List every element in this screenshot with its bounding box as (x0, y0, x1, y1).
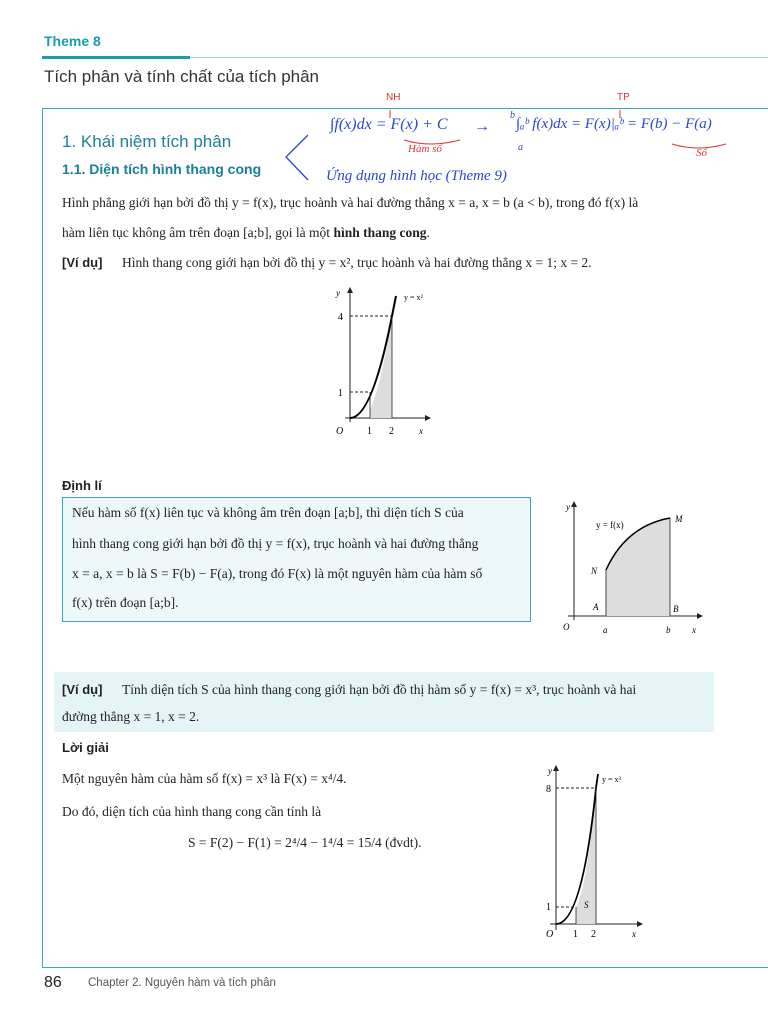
page-number: 86 (44, 974, 62, 991)
graph2-tick-b: b (666, 625, 671, 635)
annotation-lower-a: a (518, 142, 523, 153)
graph2-curve-label: y = f(x) (596, 520, 624, 530)
graph-x-squared (330, 282, 440, 442)
annotation-antiderivative: ∫f(x)dx = F(x) + C (330, 116, 448, 133)
graph1-origin: O (336, 426, 344, 437)
graph1-x-label: x (419, 426, 423, 436)
graph2-x-label: x (692, 625, 696, 635)
theorem-line-1: Nếu hàm số f(x) liên tục và không âm trên đoạn [a;b], thì diện tích S của (72, 505, 464, 520)
section-heading: 1. Khái niệm tích phân (62, 132, 232, 151)
example2-line-2: đường thẳng x = 1, x = 2. (62, 709, 200, 724)
graph3-tick-x1: 1 (573, 929, 578, 940)
graph-x-cubed (540, 762, 650, 942)
graph2-point-n: N (591, 566, 598, 576)
graph1-tick-x2: 2 (389, 426, 394, 437)
intro-line-2: hàm liên tục không âm trên đoạn [a;b], gọi là một hình thang cong. (62, 225, 430, 240)
graph3-tick-x2: 2 (591, 929, 596, 940)
header-divider (190, 57, 768, 58)
intro-line-1: Hình phẳng giới hạn bởi đồ thị y = f(x), trục hoành và hai đường thẳng x = a, x = b (a < b), trong đó f(x) là (62, 195, 639, 210)
example2-line-1: Tính diện tích S của hình thang cong giới hạn bởi đồ thị hàm số y = f(x) = x³, trục hoành và hai (122, 682, 637, 697)
graph1-tick-x1: 1 (367, 426, 372, 437)
graph3-y-label: y (548, 766, 552, 776)
annotation-definite: ∫ₐᵇ f(x)dx = F(x)|ₐᵇ = F(b) − F(a) (516, 116, 712, 132)
solution-label: Lời giải (62, 740, 109, 755)
example2-label: [Ví dụ] (62, 682, 103, 697)
graph2-point-a: A (593, 602, 599, 612)
theme-bar (42, 56, 190, 59)
theme-label: Theme 8 (44, 33, 101, 49)
solution-line-2: Do đó, diện tích của hình thang cong cần tính là (62, 804, 322, 819)
graph2-tick-a: a (603, 625, 608, 635)
section-subheading: 1.1. Diện tích hình thang cong (62, 161, 262, 177)
solution-line-1: Một nguyên hàm của hàm số f(x) = x³ là F(x) = x⁴/4. (62, 771, 347, 786)
annotation-upper-b: b (510, 110, 515, 121)
graph1-tick-1: 1 (338, 388, 343, 399)
annotation-so: Số (696, 147, 707, 159)
annotation-ham-so: Hàm số (408, 143, 442, 155)
graph3-area-s: S (584, 900, 589, 910)
graph1-curve-label: y = x² (404, 293, 423, 302)
graph3-tick-1: 1 (546, 902, 551, 913)
graph3-x-label: x (632, 929, 636, 939)
graph3-curve-label: y = x³ (602, 775, 621, 784)
annotation-tp: TP (617, 92, 630, 103)
chapter-footer: Chapter 2. Nguyên hàm và tích phân (88, 977, 276, 989)
graph1-y-label: y (336, 288, 340, 298)
graph-general-f (560, 498, 710, 638)
term-hinh-thang-cong: hình thang cong (333, 225, 427, 240)
page-title: Tích phân và tính chất của tích phân (44, 67, 320, 86)
graph2-point-b: B (673, 604, 679, 614)
graph2-point-m: M (675, 514, 683, 524)
solution-formula: S = F(2) − F(1) = 2⁴/4 − 1⁴/4 = 15/4 (đvdt). (188, 835, 422, 850)
example1-text: Hình thang cong giới hạn bởi đồ thị y = x², trục hoành và hai đường thẳng x = 1; x = 2. (122, 255, 592, 270)
annotation-application: Ứng dụng hình học (Theme 9) (326, 168, 507, 184)
graph3-tick-8: 8 (546, 784, 551, 795)
theorem-line-4: f(x) trên đoạn [a;b]. (72, 595, 179, 610)
theorem-line-2: hình thang cong giới hạn bởi đồ thị y = f(x), trục hoành và hai đường thẳng (72, 536, 479, 551)
graph2-y-label: y (566, 502, 570, 512)
annotation-nh: NH (386, 92, 401, 103)
graph2-origin: O (563, 622, 570, 632)
example1-label: [Ví dụ] (62, 255, 103, 270)
theorem-label: Định lí (62, 478, 102, 493)
graph1-tick-4: 4 (338, 312, 343, 323)
annotation-arrow: → (474, 118, 490, 135)
graph3-origin: O (546, 929, 554, 940)
theorem-line-3: x = a, x = b là S = F(b) − F(a), trong đó F(x) là một nguyên hàm của hàm số (72, 566, 483, 581)
